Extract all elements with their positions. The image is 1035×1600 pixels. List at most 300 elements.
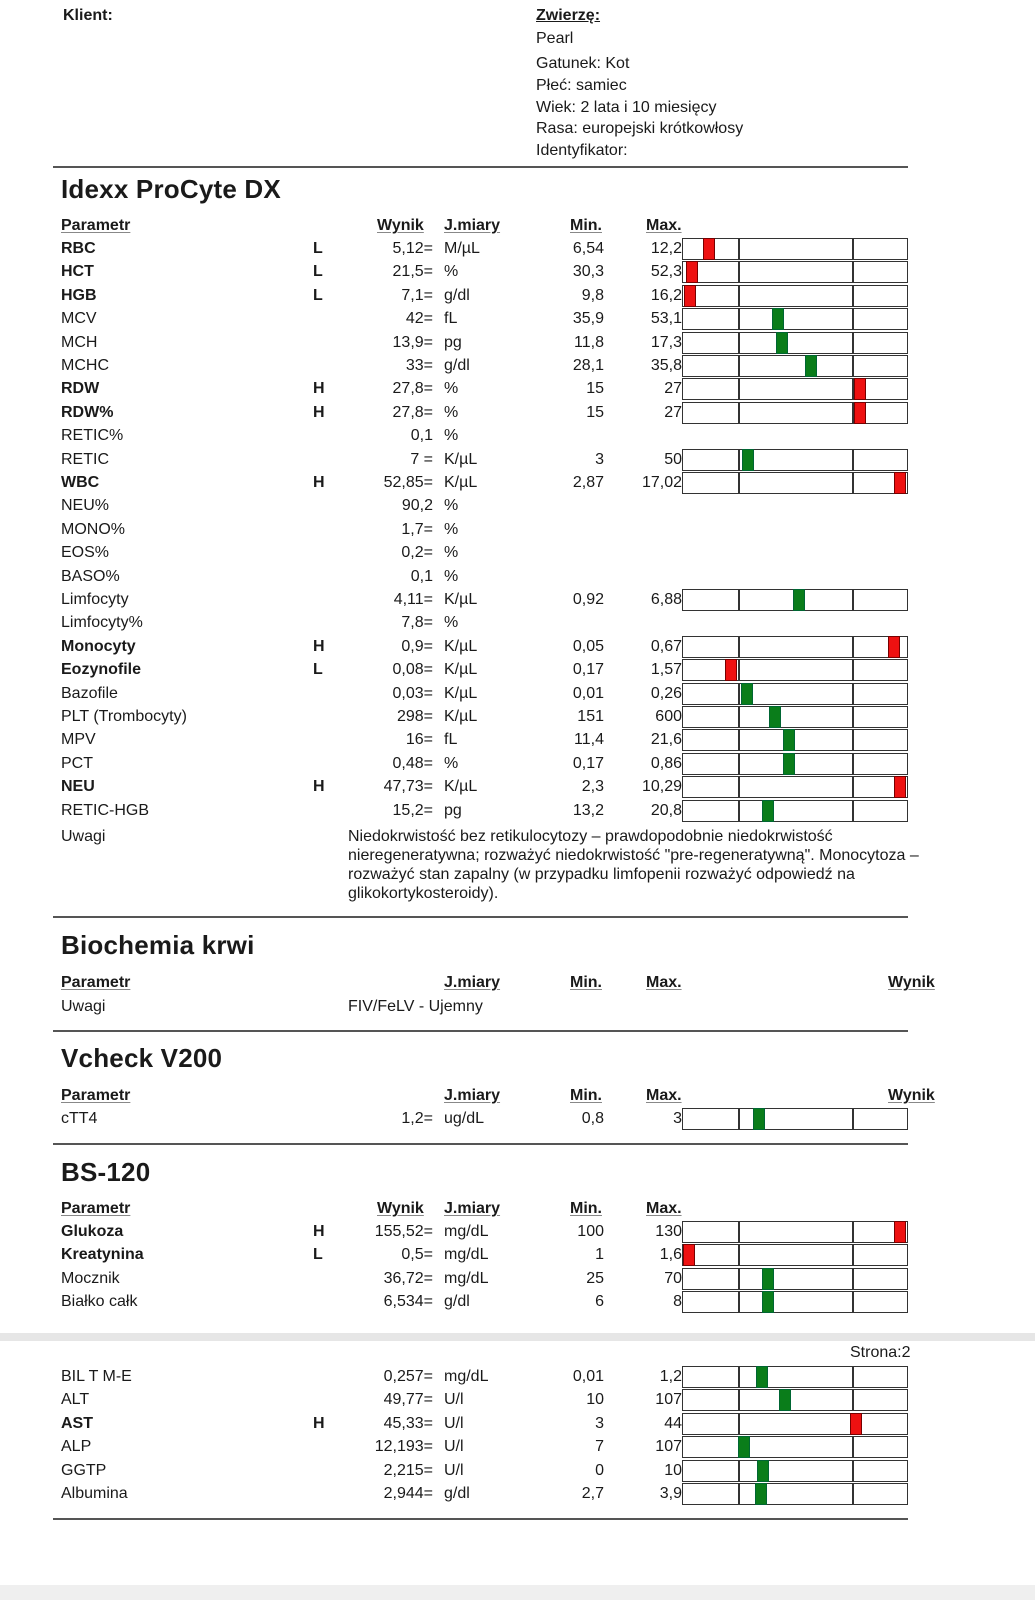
unit: %: [444, 380, 459, 398]
range-max: 12,2: [650, 240, 682, 257]
range-bar-max-line: [852, 800, 854, 822]
range-max: 0,67: [650, 637, 682, 655]
animal-age: Wiek: 2 lata i 10 miesięcy: [536, 99, 717, 116]
range-min: 0,01: [572, 1368, 604, 1385]
animal-breed: Rasa: europejski krótkowłosy: [536, 120, 744, 137]
flag-indicator: H: [313, 778, 325, 796]
animal-label: Zwierzę:: [536, 7, 601, 24]
range-bar-min-line: [738, 449, 740, 471]
range-bar-min-line: [738, 1221, 740, 1243]
page-number: Strona:2: [850, 1344, 911, 1361]
result-row: [0, 800, 1035, 823]
result-value: 90,2: [401, 497, 433, 515]
range-bar-max-line: [852, 729, 854, 751]
result-row: [0, 659, 1035, 682]
range-max: 20,8: [650, 801, 682, 819]
result-marker-normal: [757, 1460, 769, 1482]
flag-indicator: H: [313, 1414, 325, 1432]
result-row: [0, 355, 1035, 378]
range-bar-max-line: [852, 1291, 854, 1313]
range-max: 50: [664, 450, 682, 468]
animal-name: Pearl: [536, 30, 574, 47]
result-value: 5,12=: [392, 240, 433, 257]
range-bar: [682, 402, 908, 424]
page-bottom: [0, 1585, 1035, 1600]
result-row: [0, 753, 1035, 776]
result-marker-abnormal: [854, 402, 866, 424]
range-max: 600: [655, 708, 682, 725]
range-bar: [682, 1483, 908, 1505]
unit: ug/dL: [444, 1110, 485, 1127]
result-marker-abnormal: [684, 285, 696, 307]
range-bar: [682, 729, 908, 751]
result-marker-normal: [779, 1389, 791, 1411]
result-row: [0, 1221, 1035, 1244]
unit: U/l: [444, 1438, 464, 1456]
range-bar-max-line: [852, 1244, 854, 1266]
range-min: 3: [595, 1414, 604, 1432]
result-row: [0, 542, 1035, 565]
range-min: 7: [595, 1438, 604, 1456]
result-value: 2,215=: [383, 1461, 433, 1479]
result-row: [0, 449, 1035, 472]
unit: pg: [444, 333, 462, 351]
result-marker-normal: [756, 1366, 768, 1388]
range-max: 6,88: [650, 591, 682, 608]
result-marker-abnormal: [894, 1221, 906, 1243]
range-min: 6: [595, 1293, 604, 1311]
range-max: 27: [664, 403, 682, 421]
unit: fL: [444, 731, 458, 749]
range-bar-max-line: [852, 238, 854, 260]
result-value: 298=: [396, 708, 433, 725]
result-value: 0,08=: [392, 661, 433, 679]
unit: K/µL: [444, 778, 478, 796]
range-bar-min-line: [738, 800, 740, 822]
range-max: 35,8: [650, 357, 682, 374]
range-max: 0,86: [650, 754, 682, 772]
range-min: 2,3: [581, 778, 604, 796]
range-bar: [682, 332, 908, 354]
result-marker-normal: [753, 1108, 765, 1130]
range-max: 10: [664, 1461, 682, 1479]
range-min: 11,8: [574, 333, 604, 351]
animal-species: Gatunek: Kot: [536, 55, 630, 72]
range-max: 10,29: [641, 778, 682, 796]
result-row: [0, 285, 1035, 308]
flag-indicator: L: [313, 263, 323, 281]
result-marker-normal: [742, 449, 754, 471]
range-min: 0,92: [572, 591, 604, 608]
flag-indicator: H: [313, 637, 325, 655]
unit: %: [444, 497, 459, 515]
result-row: [0, 238, 1035, 261]
result-row: [0, 308, 1035, 331]
flag-indicator: L: [313, 1246, 323, 1264]
range-min: 30,3: [572, 263, 604, 281]
range-bar: [682, 449, 908, 471]
section-title-biochem: Biochemia krwi: [61, 930, 255, 960]
unit: U/l: [444, 1461, 464, 1479]
result-value: 16=: [405, 731, 433, 749]
range-bar: [682, 1221, 908, 1243]
result-value: 12,193=: [374, 1438, 433, 1456]
param-name: RBC: [61, 240, 96, 257]
range-max: 1,57: [650, 661, 682, 679]
unit: K/µL: [444, 708, 478, 725]
range-max: 53,1: [650, 310, 682, 328]
result-value: 33=: [405, 357, 433, 374]
param-name: Glukoza: [61, 1223, 124, 1240]
param-name: GGTP: [61, 1461, 107, 1479]
range-bar-max-line: [852, 1483, 854, 1505]
col-header-result: Wynik: [377, 217, 424, 234]
unit: g/dl: [444, 1485, 470, 1502]
result-row: [0, 495, 1035, 518]
range-bar: [682, 261, 908, 283]
range-bar-max-line: [852, 706, 854, 728]
range-bar-min-line: [738, 659, 740, 681]
param-name: Mocznik: [61, 1269, 120, 1287]
divider: [53, 1518, 908, 1520]
param-name: MCV: [61, 310, 97, 328]
result-value: 1,2=: [401, 1110, 433, 1127]
range-bar-min-line: [738, 1389, 740, 1411]
range-max: 17,02: [641, 474, 682, 491]
result-row: [0, 378, 1035, 401]
range-max: 27: [664, 380, 682, 398]
unit: fL: [444, 310, 458, 328]
result-marker-normal: [755, 1483, 767, 1505]
unit: U/l: [444, 1414, 464, 1432]
param-name: BIL T M-E: [61, 1368, 132, 1385]
animal-sex: Płeć: samiec: [536, 77, 627, 94]
param-name: BASO%: [61, 567, 120, 585]
section-title-vcheck: Vcheck V200: [61, 1043, 223, 1073]
range-min: 0,17: [572, 661, 604, 679]
range-min: 15: [586, 403, 604, 421]
unit: mg/dL: [444, 1223, 489, 1240]
result-value: 21,5=: [392, 263, 433, 281]
param-name: Kreatynina: [61, 1246, 144, 1264]
range-bar-max-line: [852, 355, 854, 377]
range-min: 3: [595, 450, 604, 468]
result-value: 0,5=: [401, 1246, 433, 1264]
result-value: 36,72=: [383, 1269, 433, 1287]
unit: K/µL: [444, 474, 478, 491]
unit: K/µL: [444, 450, 478, 468]
unit: %: [444, 544, 459, 562]
result-marker-normal: [776, 332, 788, 354]
param-name: HCT: [61, 263, 94, 281]
unit: %: [444, 520, 459, 538]
unit: mg/dL: [444, 1368, 489, 1385]
param-name: NEU: [61, 778, 95, 796]
col-header-result: Wynik: [888, 974, 935, 991]
range-bar: [682, 659, 908, 681]
range-bar-min-line: [738, 683, 740, 705]
range-bar-min-line: [738, 776, 740, 798]
range-bar-max-line: [852, 659, 854, 681]
col-header-min: Min.: [570, 1087, 602, 1104]
range-bar-max-line: [852, 332, 854, 354]
procyte-remarks-label: Uwagi: [61, 828, 106, 845]
range-max: 21,6: [650, 731, 682, 749]
page-break: [0, 1333, 1035, 1341]
flag-indicator: L: [313, 286, 323, 304]
range-bar-max-line: [852, 776, 854, 798]
range-bar: [682, 776, 908, 798]
result-marker-normal: [783, 729, 795, 751]
result-marker-normal: [783, 753, 795, 775]
col-header-max: Max.: [646, 974, 682, 991]
unit: mg/dL: [444, 1269, 489, 1287]
divider: [53, 916, 908, 918]
col-header-result: Wynik: [377, 1200, 424, 1217]
result-marker-normal: [805, 355, 817, 377]
range-max: 70: [664, 1269, 682, 1287]
param-name: MONO%: [61, 520, 125, 538]
col-header-min: Min.: [570, 217, 602, 234]
range-bar: [682, 355, 908, 377]
range-bar-max-line: [852, 1268, 854, 1290]
result-row: [0, 519, 1035, 542]
range-max: 130: [655, 1223, 682, 1240]
col-header-max: Max.: [646, 217, 682, 234]
range-bar-min-line: [738, 753, 740, 775]
range-bar-min-line: [738, 402, 740, 424]
range-bar-min-line: [738, 378, 740, 400]
divider: [53, 1030, 908, 1032]
unit: M/µL: [444, 240, 480, 257]
range-max: 16,2: [650, 286, 682, 304]
result-marker-abnormal: [888, 636, 900, 658]
col-header-param: Parametr: [61, 1200, 131, 1217]
range-bar-min-line: [738, 1108, 740, 1130]
range-min: 0: [595, 1461, 604, 1479]
range-bar-min-line: [738, 1460, 740, 1482]
result-row: [0, 1108, 1035, 1131]
range-min: 0,17: [572, 754, 604, 772]
param-name: Bazofile: [61, 684, 118, 702]
unit: %: [444, 427, 459, 445]
range-bar-min-line: [738, 636, 740, 658]
range-bar: [682, 1436, 908, 1458]
result-marker-abnormal: [850, 1413, 862, 1435]
range-max: 17,3: [650, 333, 682, 351]
result-row: [0, 1460, 1035, 1483]
flag-indicator: H: [313, 474, 325, 491]
range-bar: [682, 683, 908, 705]
divider: [53, 166, 908, 168]
range-bar-max-line: [852, 683, 854, 705]
result-value: 0,9=: [401, 637, 433, 655]
flag-indicator: H: [313, 403, 325, 421]
range-bar: [682, 238, 908, 260]
unit: pg: [444, 801, 462, 819]
param-name: HGB: [61, 286, 97, 304]
result-value: 7,8=: [401, 614, 433, 632]
range-bar-min-line: [738, 308, 740, 330]
section-title-bs120: BS-120: [61, 1157, 151, 1187]
result-marker-normal: [772, 308, 784, 330]
result-value: 27,8=: [392, 380, 433, 398]
result-row: [0, 612, 1035, 635]
result-value: 7,1=: [401, 286, 433, 304]
animal-identifier: Identyfikator:: [536, 142, 628, 159]
range-max: 1,2: [659, 1368, 682, 1385]
result-value: 15,2=: [392, 801, 433, 819]
range-bar: [682, 1413, 908, 1435]
procyte-remarks: Niedokrwistość bez retikulocytozy – prawdopodobnie niedokrwistość nieregeneratywna; rozważyć niedokrwistość "pre-regeneratywną". Monocytoza – rozważyć stan zapalny (w przypadku limfopenii rozważyć odpowiedź na glikokortykosteroidy).: [348, 828, 919, 902]
unit: K/µL: [444, 684, 478, 702]
result-value: 0,48=: [392, 754, 433, 772]
param-name: ALP: [61, 1438, 92, 1456]
range-bar-min-line: [738, 261, 740, 283]
range-bar-min-line: [738, 355, 740, 377]
range-bar: [682, 285, 908, 307]
col-header-result: Wynik: [888, 1087, 935, 1104]
unit: U/l: [444, 1391, 464, 1409]
range-max: 3: [673, 1110, 682, 1127]
unit: K/µL: [444, 591, 478, 608]
range-min: 35,9: [572, 310, 604, 328]
result-row: [0, 1291, 1035, 1314]
range-bar-min-line: [738, 589, 740, 611]
col-header-unit: J.miary: [444, 974, 501, 991]
range-bar-min-line: [738, 1413, 740, 1435]
col-header-min: Min.: [570, 1200, 602, 1217]
param-name: RETIC%: [61, 427, 124, 445]
param-name: Limfocyty%: [61, 614, 143, 632]
unit: g/dl: [444, 1293, 470, 1311]
range-bar-max-line: [852, 1460, 854, 1482]
result-row: [0, 332, 1035, 355]
result-value: 13,9=: [392, 333, 433, 351]
result-marker-abnormal: [683, 1244, 695, 1266]
result-marker-abnormal: [854, 378, 866, 400]
range-bar-min-line: [738, 1483, 740, 1505]
range-bar-min-line: [738, 706, 740, 728]
range-bar-max-line: [852, 1436, 854, 1458]
result-value: 155,52=: [374, 1223, 433, 1240]
col-header-unit: J.miary: [444, 1200, 501, 1217]
range-bar: [682, 1460, 908, 1482]
col-header-param: Parametr: [61, 1087, 131, 1104]
flag-indicator: H: [313, 380, 325, 398]
result-row: [0, 425, 1035, 448]
param-name: Monocyty: [61, 637, 136, 655]
range-bar-min-line: [738, 1244, 740, 1266]
range-bar: [682, 1108, 908, 1130]
range-max: 0,26: [650, 684, 682, 702]
col-header-min: Min.: [570, 974, 602, 991]
col-header-max: Max.: [646, 1200, 682, 1217]
param-name: Limfocyty: [61, 591, 129, 608]
unit: %: [444, 754, 459, 772]
param-name: RDW%: [61, 403, 114, 421]
range-bar-max-line: [852, 1366, 854, 1388]
range-bar: [682, 378, 908, 400]
col-header-param: Parametr: [61, 974, 131, 991]
result-value: 0,2=: [401, 544, 433, 562]
col-header-unit: J.miary: [444, 1087, 501, 1104]
result-marker-abnormal: [703, 238, 715, 260]
unit: %: [444, 403, 459, 421]
range-bar-min-line: [738, 332, 740, 354]
col-header-max: Max.: [646, 1087, 682, 1104]
result-value: 49,77=: [383, 1391, 433, 1409]
range-max: 107: [655, 1391, 682, 1409]
range-min: 0,05: [572, 637, 604, 655]
param-name: ALT: [61, 1391, 90, 1409]
param-name: NEU%: [61, 497, 110, 515]
range-bar-min-line: [738, 729, 740, 751]
result-marker-normal: [762, 1268, 774, 1290]
client-label: Klient:: [63, 7, 113, 24]
range-max: 3,9: [659, 1485, 682, 1502]
result-row: [0, 589, 1035, 612]
range-min: 151: [577, 708, 604, 725]
range-min: 1: [595, 1246, 604, 1264]
result-value: 27,8=: [392, 403, 433, 421]
range-bar: [682, 1366, 908, 1388]
range-min: 2,87: [572, 474, 604, 491]
result-row: [0, 1268, 1035, 1291]
range-bar: [682, 472, 908, 494]
param-name: RETIC-HGB: [61, 801, 149, 819]
range-bar: [682, 1244, 908, 1266]
range-min: 0,01: [572, 684, 604, 702]
result-row: [0, 729, 1035, 752]
result-value: 0,1: [410, 427, 433, 445]
range-bar-min-line: [738, 1291, 740, 1313]
result-value: 6,534=: [383, 1293, 433, 1311]
param-name: RETIC: [61, 450, 109, 468]
result-marker-normal: [793, 589, 805, 611]
range-bar: [682, 1291, 908, 1313]
result-marker-abnormal: [686, 261, 698, 283]
range-min: 0,8: [581, 1110, 604, 1127]
result-row: [0, 472, 1035, 495]
range-bar: [682, 753, 908, 775]
range-bar: [682, 800, 908, 822]
col-header-unit: J.miary: [444, 217, 501, 234]
range-min: 25: [586, 1269, 604, 1287]
param-name: PLT (Trombocyty): [61, 708, 187, 725]
result-row: [0, 1244, 1035, 1267]
col-header-param: Parametr: [61, 217, 131, 234]
result-row: [0, 566, 1035, 589]
range-bar: [682, 589, 908, 611]
result-row: [0, 706, 1035, 729]
param-name: WBC: [61, 474, 100, 491]
result-value: 7 =: [410, 450, 433, 468]
result-marker-normal: [741, 683, 753, 705]
result-value: 4,11=: [393, 591, 433, 608]
range-bar-max-line: [852, 636, 854, 658]
biochem-remarks: FIV/FeLV - Ujemny: [348, 998, 483, 1015]
result-value: 2,944=: [383, 1485, 433, 1502]
range-bar: [682, 706, 908, 728]
range-max: 52,3: [650, 263, 682, 281]
result-row: [0, 1389, 1035, 1412]
biochem-remarks-label: Uwagi: [61, 998, 106, 1015]
result-row: [0, 402, 1035, 425]
result-row: [0, 1483, 1035, 1506]
param-name: cTT4: [61, 1110, 98, 1127]
range-bar-min-line: [738, 1268, 740, 1290]
